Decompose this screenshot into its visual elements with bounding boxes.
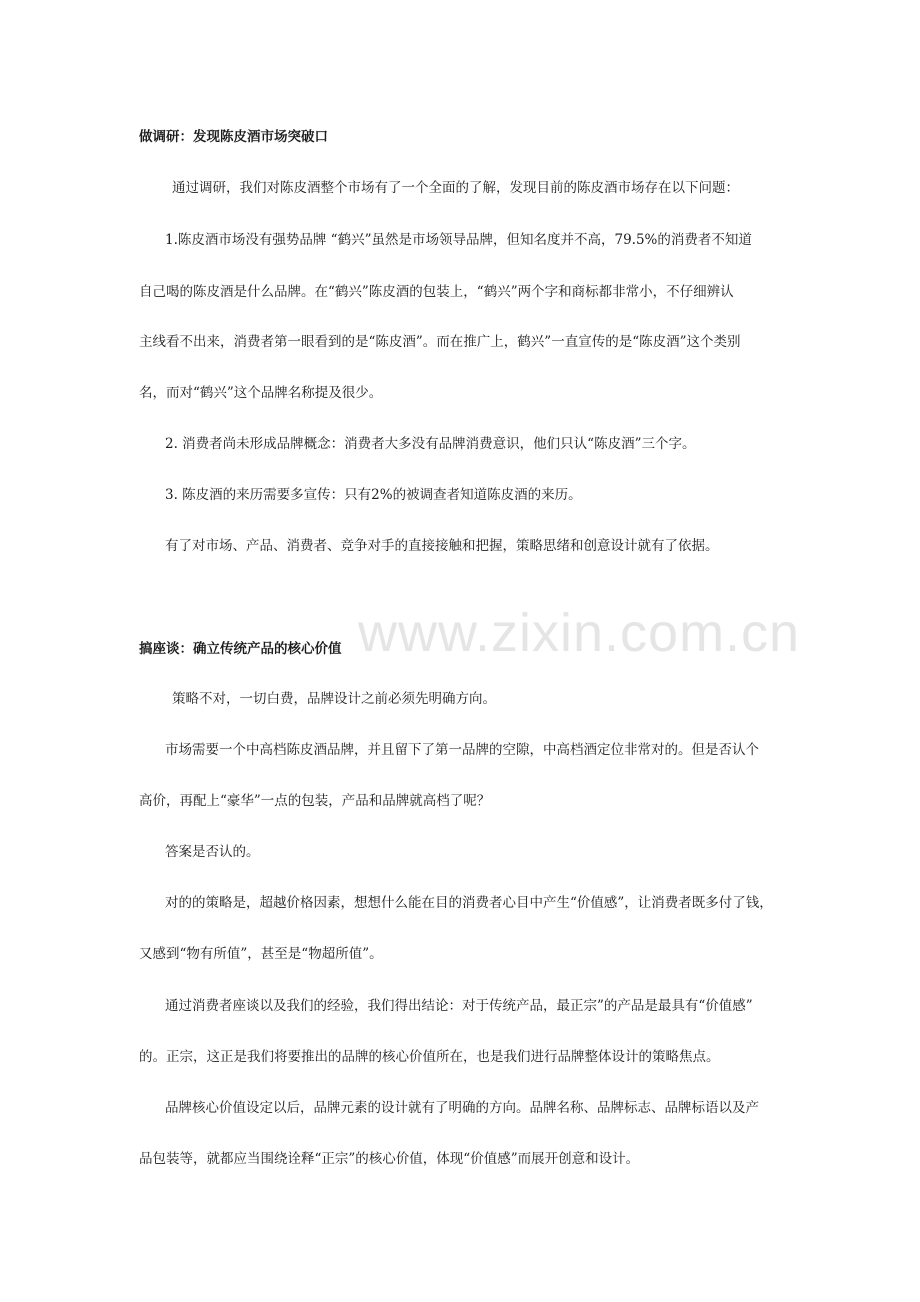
section-2-heading: 搞座谈：确立传统产品的核心价值 <box>139 641 342 657</box>
section-2-paragraph-4-line-2: 又感到“物有所值”，甚至是“物超所值”。 <box>139 946 383 962</box>
section-1-heading: 做调研：发现陈皮酒市场突破口 <box>139 129 328 145</box>
item-1-line-1: 1.陈皮酒市场没有强势品牌 “鹤兴”虽然是市场领导品牌，但知名度并不高，79.5%的消费者不知道 <box>165 232 752 248</box>
item-1-line-4: 名，而对“鹤兴”这个品牌名称提及很少。 <box>139 385 383 401</box>
section-2-paragraph-2-line-1: 市场需要一个中高档陈皮酒品牌，并且留下了第一品牌的空隙，中高档酒定位非常对的。但是否认个 <box>165 742 759 758</box>
section-2-paragraph-2-line-2: 高价，再配上“豪华”一点的包装，产品和品牌就高档了呢？ <box>139 793 491 809</box>
section-2-paragraph-6-line-2: 品包装等，就都应当围绕诠释“正宗”的核心价值，体现“价值感”而展开创意和设计。 <box>139 1151 640 1167</box>
item-1-line-3: 主线看不出来，消费者第一眼看到的是“陈皮酒”。而在推广上，鹤兴”一直宣传的是“陈皮酒”这个类别 <box>139 334 741 350</box>
section-2-paragraph-3: 答案是否认的。 <box>165 844 260 860</box>
item-2: 2. 消费者尚未形成品牌概念：消费者大多没有品牌消费意识，他们只认“陈皮酒”三个字。 <box>165 436 696 452</box>
section-1-conclusion: 有了对市场、产品、消费者、竞争对手的直接接触和把握，策略思绪和创意设计就有了依据。 <box>165 538 719 554</box>
section-2-paragraph-4-line-1: 对的的策略是，超越价格因素，想想什么能在目的消费者心目中产生“价值感”，让消费者既多付了钱， <box>165 895 773 911</box>
watermark: www.zixin.com.cn <box>358 603 801 663</box>
section-2-paragraph-6-line-1: 品牌核心价值设定以后，品牌元素的设计就有了明确的方向。品牌名称、品牌标志、品牌标语以及产 <box>165 1100 759 1116</box>
section-2-paragraph-5-line-1: 通过消费者座谈以及我们的经验，我们得出结论：对于传统产品，最正宗”的产品是最具有“价值感” <box>165 998 753 1014</box>
section-2-paragraph-1: 策略不对，一切白费，品牌设计之前必须先明确方向。 <box>172 691 496 707</box>
section-1-intro: 通过调研，我们对陈皮酒整个市场有了一个全面的了解，发现目前的陈皮酒市场存在以下问题： <box>172 180 739 196</box>
section-2-paragraph-5-line-2: 的。正宗，这正是我们将要推出的品牌的核心价值所在，也是我们进行品牌整体设计的策略焦点。 <box>139 1049 720 1065</box>
item-3: 3. 陈皮酒的来历需要多宣传：只有2%的被调查者知道陈皮酒的来历。 <box>165 487 582 503</box>
item-1-line-2: 自己喝的陈皮酒是什么品牌。在“鹤兴”陈皮酒的包装上，“鹤兴”两个字和商标都非常小，不仔细辨认 <box>139 284 734 300</box>
